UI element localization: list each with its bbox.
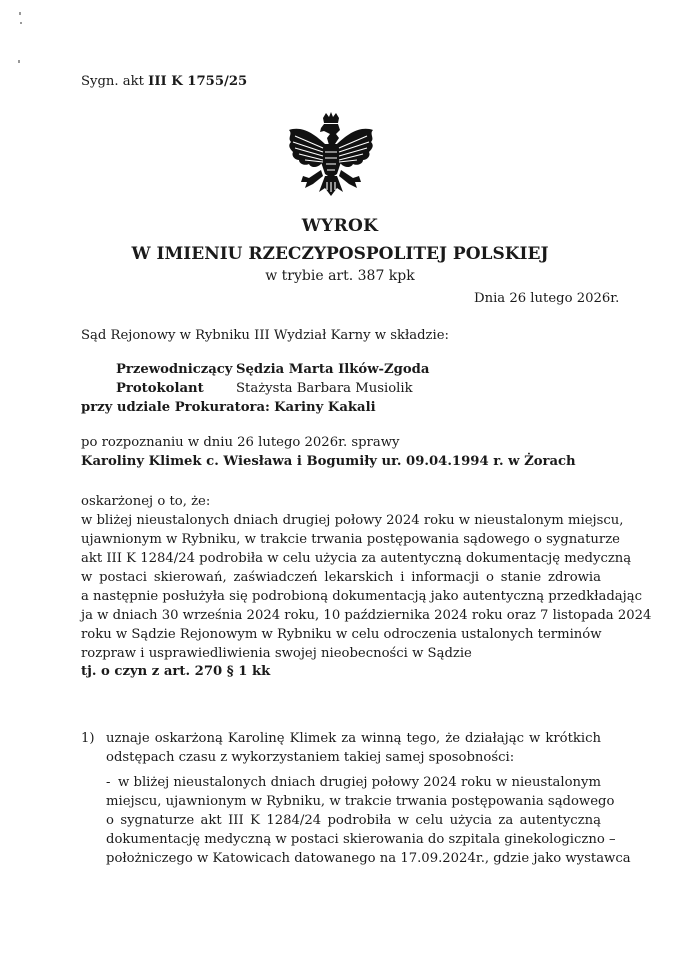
case-intro: po rozpoznaniu w dniu 26 lutego 2026r. sprawy [81, 435, 400, 450]
verdict-item-number: 1) [81, 731, 95, 746]
document-subtitle: W IMIENIU RZECZYPOSPOLITEJ POLSKIEJ [131, 244, 549, 264]
scan-speck [18, 60, 20, 63]
procedure-mode: w trybie art. 387 kpk [265, 268, 415, 284]
verdict-bullet-line: dokumentację medyczną w postaci skierowania do szpitala ginekologiczno – [106, 832, 616, 847]
scan-speck [19, 12, 21, 15]
accusation-line: w bliżej nieustalonych dniach drugiej połowy 2024 roku w nieustalonym miejscu, [81, 513, 624, 528]
legal-qualification: tj. o czyn z art. 270 § 1 kk [81, 664, 271, 679]
prosecutor-name: Kariny Kakali [274, 400, 376, 415]
verdict-line: uznaje oskarżoną Karolinę Klimek za winną tego, że działając w krótkich [106, 731, 601, 746]
scan-speck [20, 22, 22, 24]
bullet-marker: - [106, 775, 111, 790]
accusation-line: a następnie posłużyła się podrobioną dokumentacją jako autentyczną przedkładając [81, 589, 642, 604]
verdict-bullet-line: w bliżej nieustalonych dniach drugiej połowy 2024 roku w nieustalonym [118, 775, 601, 790]
court-composition-intro: Sąd Rejonowy w Rybniku III Wydział Karny w składzie: [81, 328, 449, 343]
polish-eagle-emblem-icon [283, 112, 379, 204]
signature-label: Sygn. akt [81, 74, 149, 89]
signature-value: III K 1755/25 [148, 74, 248, 89]
accusation-line: ujawnionym w Rybniku, w trakcie trwania postępowania sądowego o sygnaturze [81, 532, 620, 547]
clerk-name: Stażysta Barbara Musiolik [236, 381, 413, 396]
accusation-intro: oskarżonej o to, że: [81, 494, 211, 509]
document-title: WYROK [301, 216, 379, 236]
case-signature [81, 74, 247, 89]
verdict-bullet-line: o sygnaturze akt III K 1284/24 podrobiła w celu użycia za autentyczną [106, 813, 601, 828]
verdict-bullet-line: miejscu, ujawnionym w Rybniku, w trakcie trwania postępowania sądowego [106, 794, 615, 809]
defendant-line: Karoliny Klimek c. Wiesława i Bogumiły ur. 09.04.1994 r. w Żorach [81, 454, 576, 469]
verdict-bullet-line: położniczego w Katowicach datowanego na 17.09.2024r., gdzie jako wystawca [106, 851, 631, 866]
accusation-line: ja w dniach 30 września 2024 roku, 10 października 2024 roku oraz 7 listopada 2024 [81, 608, 652, 623]
clerk-label: Protokolant [116, 381, 204, 396]
presiding-label: Przewodniczący [116, 362, 233, 377]
prosecutor-line [81, 399, 376, 417]
accusation-line: rozpraw i usprawiedliwienia swojej nieobecności w Sądzie [81, 646, 472, 661]
presiding-judge: Sędzia Marta Ilków-Zgoda [236, 362, 430, 377]
prosecutor-label: przy udziale Prokuratora: [81, 400, 270, 415]
judgment-date: Dnia 26 lutego 2026r. [474, 291, 620, 306]
verdict-line: odstępach czasu z wykorzystaniem takiej samej sposobności: [106, 750, 515, 765]
accusation-line: w postaci skierowań, zaświadczeń lekarskich i informacji o stanie zdrowia [81, 570, 601, 585]
accusation-line: akt III K 1284/24 podrobiła w celu użycia za autentyczną dokumentację medyczną [81, 551, 632, 566]
accusation-line: roku w Sądzie Rejonowym w Rybniku w celu odroczenia ustalonych terminów [81, 627, 602, 642]
